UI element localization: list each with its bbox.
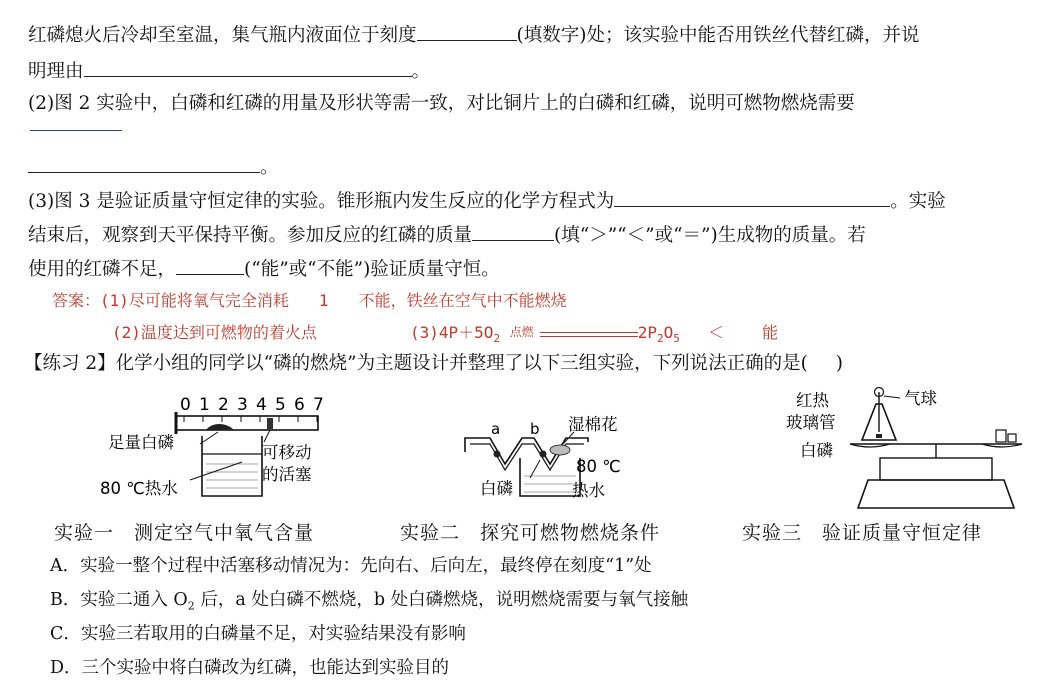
- answer-equation: $(3)4P+5O_2$ 点燃 $2P_2O_5$: [410, 323, 680, 346]
- label-phosphorus-3: 白磷: [800, 441, 833, 460]
- caption-exp2: 实验二 探究可燃物燃烧条件: [400, 522, 661, 544]
- label-a: a: [491, 420, 501, 438]
- leader-line: [190, 462, 242, 480]
- label-phosphorus: 足量白磷: [108, 433, 174, 452]
- scale-digit: 1: [199, 395, 210, 415]
- q1-line1: 红磷熄火后冷却至室温，集气瓶内液面位于刻度 (填数字)处；该实验中能否用铁丝代替红磷，并说: [28, 22, 919, 48]
- answer-can: 能: [762, 323, 779, 342]
- weight-1: [996, 430, 1006, 442]
- scale-digit: 5: [275, 395, 286, 415]
- q2-line1: (2)图 2 实验中，白磷和红磷的用量及形状等需一致，对比铜片上的白磷和红磷，说明可燃物燃烧需要: [28, 93, 855, 114]
- option-c[interactable]: C．实验三若取用的白磷量不足，对实验结果没有影响: [50, 624, 466, 644]
- answer-line1: 答案：(1)尽可能将氧气完全消耗 1 不能，铁丝在空气中不能燃烧: [52, 291, 567, 310]
- experiment-figure: [0, 384, 1041, 516]
- answer-blank[interactable]: [28, 154, 260, 173]
- option-d[interactable]: D．三个实验中将白磷改为红磷，也能达到实验目的: [50, 658, 450, 678]
- reaction-arrow: 点燃: [510, 326, 638, 342]
- answer-blank-blue[interactable]: [30, 130, 122, 131]
- option-a[interactable]: A．实验一整个过程中活塞移动情况为：先向右、后向左，最终停在刻度“1”处: [50, 556, 652, 576]
- q1-line2: 明理由 。: [28, 58, 430, 84]
- label-hot-water: 80 ℃热水: [100, 479, 178, 498]
- scale-digit: 0: [180, 395, 191, 415]
- caption-exp1: 实验一 测定空气中氧气含量: [54, 522, 315, 544]
- scale-digit: 6: [294, 395, 305, 415]
- wet-cotton: [550, 445, 570, 455]
- label-red-hot: 红热: [796, 391, 829, 410]
- label-piston: 的活塞: [262, 465, 312, 484]
- scale-digit: 2: [218, 395, 229, 415]
- option-b[interactable]: B．实验二通入 $O_2$ 后，a 处白磷不燃烧，b 处白磷燃烧，说明燃烧需要与氧气接触: [50, 590, 689, 613]
- label-glass-tube: 玻璃管: [786, 413, 836, 432]
- q3-line3: 使用的红磷不足， (“能”或“不能”)验证质量守恒。: [28, 256, 500, 282]
- practice-title: 【练习 2】化学小组的同学以“磷的燃烧”为主题设计并整理了以下三组实验，下列说法正确的是( ): [24, 353, 844, 374]
- glass-tube: [176, 416, 318, 430]
- white-phosphorus: [206, 424, 234, 430]
- beaker: [202, 436, 262, 496]
- balance-base: [858, 480, 1014, 508]
- label-phosphorus-2: 白磷: [480, 479, 513, 498]
- weight-2: [1008, 434, 1016, 442]
- leader-line: [884, 396, 900, 398]
- label-wet-cotton: 湿棉花: [568, 415, 618, 434]
- label-piston: 可移动: [262, 443, 312, 462]
- label-temp: 80 ℃: [576, 457, 621, 476]
- experiment-2-apparatus: [465, 415, 621, 500]
- leader-line: [530, 460, 540, 478]
- q3-line1: (3)图 3 是验证质量守恒定律的实验。锥形瓶内发生反应的化学方程式为 。实验: [28, 188, 946, 214]
- phosphorus-b: [540, 451, 547, 458]
- scale-digit: 3: [237, 395, 248, 415]
- experiment-1-apparatus: [100, 395, 324, 498]
- label-balloon: 气球: [904, 389, 937, 408]
- answer-line2: (2)温度达到可燃物的着火点: [112, 323, 317, 342]
- answer-blank[interactable]: [472, 222, 554, 241]
- q3-line2: 结束后，观察到天平保持平衡。参加反应的红磷的质量 (填“＞”“＜”或“＝”)生成物的质量。若: [28, 222, 866, 248]
- answer-blank[interactable]: [84, 58, 412, 77]
- answer-comparison: ＜: [708, 323, 725, 342]
- scale-digit: 4: [256, 395, 267, 415]
- label-b: b: [530, 420, 540, 438]
- q2-line3: 。: [28, 154, 279, 180]
- scale-digit: 7: [313, 395, 324, 415]
- balance-body: [880, 458, 992, 480]
- piston: [267, 418, 273, 429]
- answer-blank[interactable]: [417, 22, 517, 41]
- leader-line: [264, 430, 270, 442]
- answer-blank[interactable]: [176, 256, 244, 275]
- phosphorus-a: [494, 451, 501, 458]
- caption-exp3: 实验三 验证质量守恒定律: [742, 522, 983, 544]
- scale-ticks: [184, 416, 317, 422]
- water-hatch: [206, 464, 258, 488]
- label-hot-water-2: 热水: [572, 481, 605, 500]
- answer-blank[interactable]: [614, 188, 890, 207]
- water-hatch-2: [524, 476, 576, 492]
- phosphorus-3: [876, 434, 882, 438]
- experiment-3-apparatus: [786, 388, 1022, 509]
